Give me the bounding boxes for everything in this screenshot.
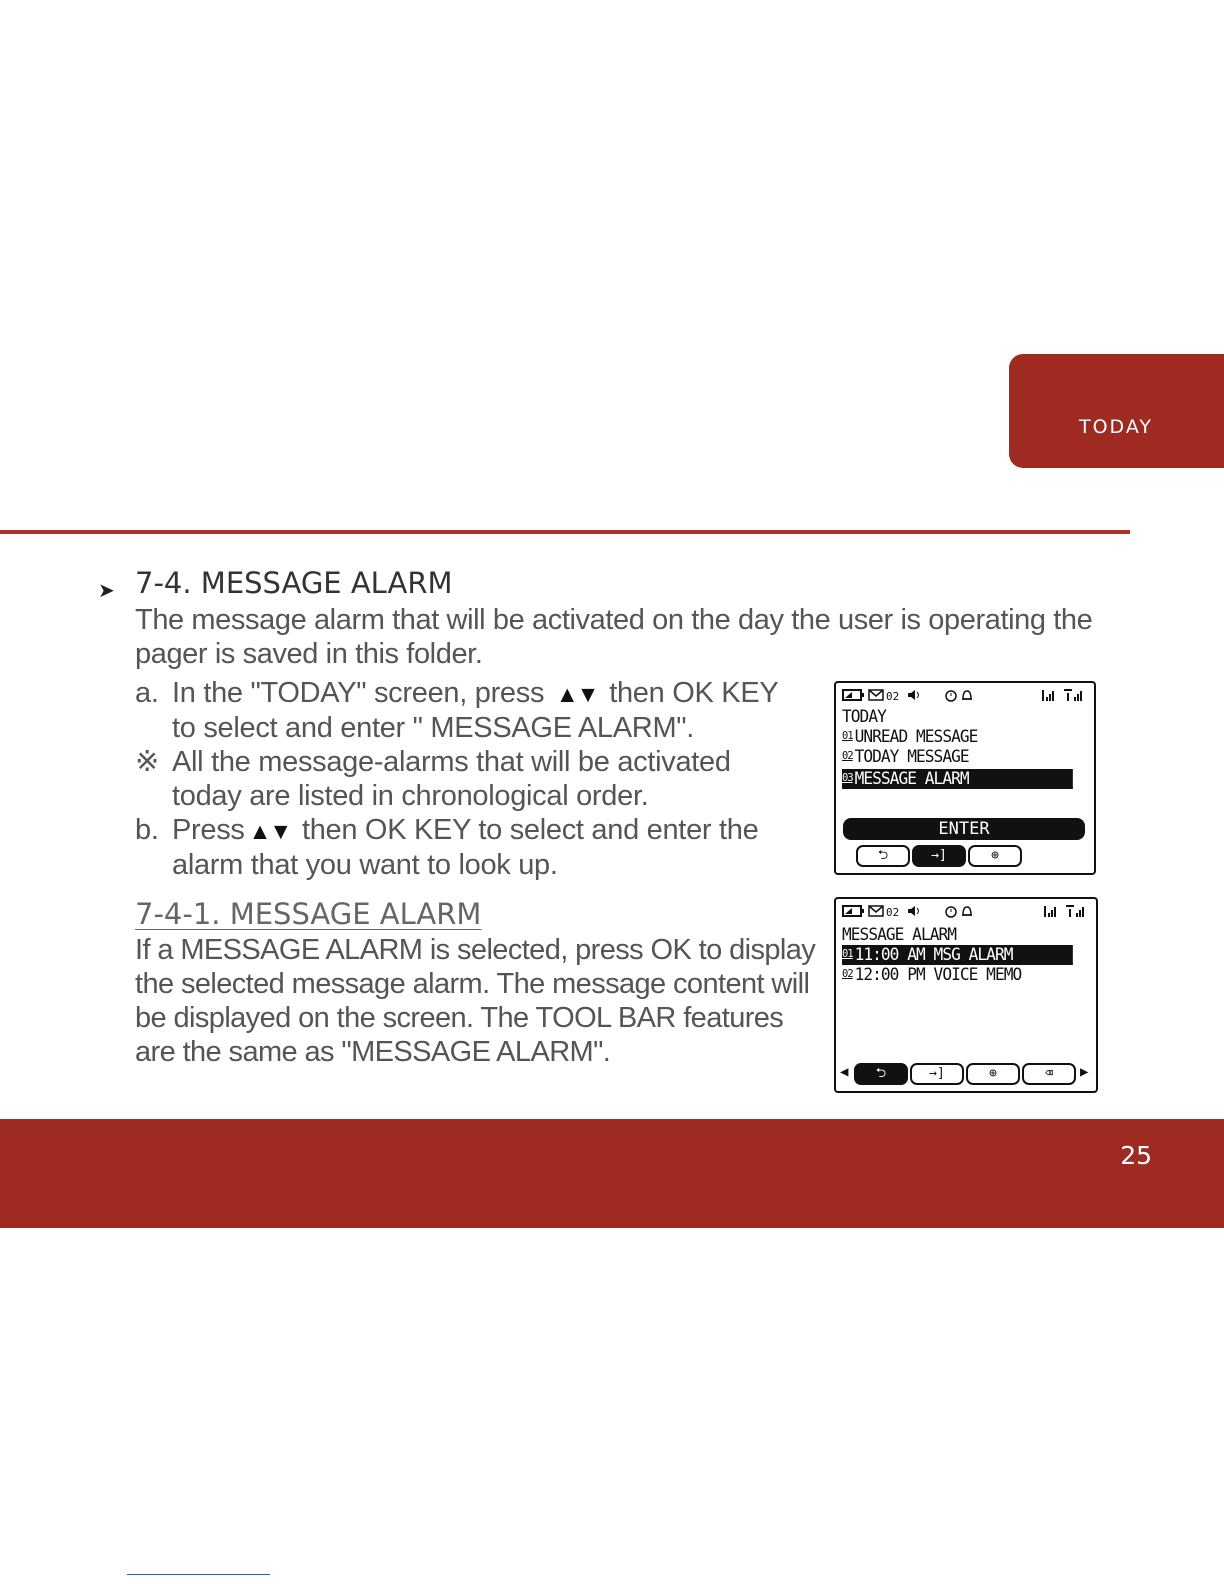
page-number: 25 <box>1120 1141 1152 1170</box>
battery-icon <box>842 905 864 917</box>
step-marker: a. <box>135 677 159 709</box>
signal-strength-icon <box>1040 688 1088 702</box>
subsection-heading: 7-4-1. MESSAGE ALARM <box>135 897 482 931</box>
status-bar <box>842 687 1088 705</box>
section-tab <box>1009 354 1224 468</box>
battery-icon <box>842 689 864 701</box>
step-text: then OK KEY <box>609 677 779 709</box>
scroll-right-icon[interactable]: ▶ <box>1080 1064 1089 1080</box>
step-text: today are listed in chronological order. <box>172 780 649 812</box>
screen-title: MESSAGE ALARM <box>842 925 957 945</box>
section-tab-label: TODAY <box>1079 416 1153 438</box>
alarm-clock-icon <box>944 688 958 702</box>
section-heading: 7-4. MESSAGE ALARM <box>135 566 453 600</box>
alarm-clock-icon <box>944 904 958 918</box>
zoom-icon[interactable]: ⊕ <box>968 845 1022 867</box>
bottom-link-line <box>127 1574 270 1575</box>
lcd-screen-message-alarm <box>834 897 1098 1093</box>
enter-button[interactable]: ENTER <box>843 818 1085 840</box>
speaker-icon <box>906 905 922 917</box>
step-text: All the message-alarms that will be activated <box>172 746 731 778</box>
header-divider <box>0 530 1130 534</box>
step-b <box>135 813 835 882</box>
up-down-arrows-icon: ▲▼ <box>248 818 291 844</box>
envelope-icon <box>868 905 884 917</box>
step-text: alarm that you want to look up. <box>172 849 558 881</box>
alarm-item-voice-memo[interactable]: 02 12:00 PM VOICE MEMO <box>842 965 1022 985</box>
screen-title: TODAY <box>842 707 886 727</box>
delete-icon[interactable]: ⌫ <box>1022 1063 1076 1085</box>
step-a <box>135 676 835 745</box>
zoom-icon[interactable]: ⊕ <box>966 1063 1020 1085</box>
note-marker-icon: ※ <box>135 746 159 778</box>
step-note <box>135 745 835 813</box>
bell-icon <box>960 688 974 702</box>
scroll-left-icon[interactable]: ◀ <box>840 1064 849 1080</box>
back-icon[interactable]: ⮌ <box>856 845 910 867</box>
step-text: In the "TODAY" screen, press <box>172 677 545 709</box>
subsection-paragraph: If a MESSAGE ALARM is selected, press OK to display the selected message alarm. The message content will be displayed on the screen. The TOOL BAR features are the same as "MESSAGE ALARM". <box>135 934 816 1068</box>
status-bar <box>842 903 1088 921</box>
menu-item-message-alarm[interactable]: 03 MESSAGE ALARM <box>842 769 1073 789</box>
bullet-arrow-icon: ➤ <box>98 580 115 602</box>
speaker-icon <box>906 689 922 701</box>
message-count: 02 <box>886 690 900 703</box>
alarm-item-msg-alarm[interactable]: 01 11:00 AM MSG ALARM <box>842 945 1073 965</box>
bell-icon <box>960 904 974 918</box>
back-icon[interactable]: ⮌ <box>854 1063 908 1085</box>
step-marker: b. <box>135 814 159 846</box>
message-count: 02 <box>886 906 900 919</box>
step-text: Press <box>172 814 245 846</box>
up-down-arrows-icon: ▲▼ <box>555 681 598 707</box>
step-text: then OK KEY to select and enter the <box>301 814 759 846</box>
menu-item-unread-message[interactable]: 01 UNREAD MESSAGE <box>842 727 978 747</box>
enter-icon[interactable]: →] <box>912 845 966 867</box>
enter-icon[interactable]: →] <box>910 1063 964 1085</box>
instruction-steps <box>135 676 835 882</box>
envelope-icon <box>868 689 884 701</box>
step-text: to select and enter " MESSAGE ALARM". <box>172 712 695 744</box>
intro-paragraph: The message alarm that will be activated on the day the user is operating the pager is saved in this folder. <box>135 604 1093 670</box>
footer-band <box>0 1119 1224 1228</box>
lcd-screen-today <box>834 681 1096 875</box>
signal-strength-icon <box>1042 904 1090 918</box>
menu-item-today-message[interactable]: 02 TODAY MESSAGE <box>842 747 969 767</box>
